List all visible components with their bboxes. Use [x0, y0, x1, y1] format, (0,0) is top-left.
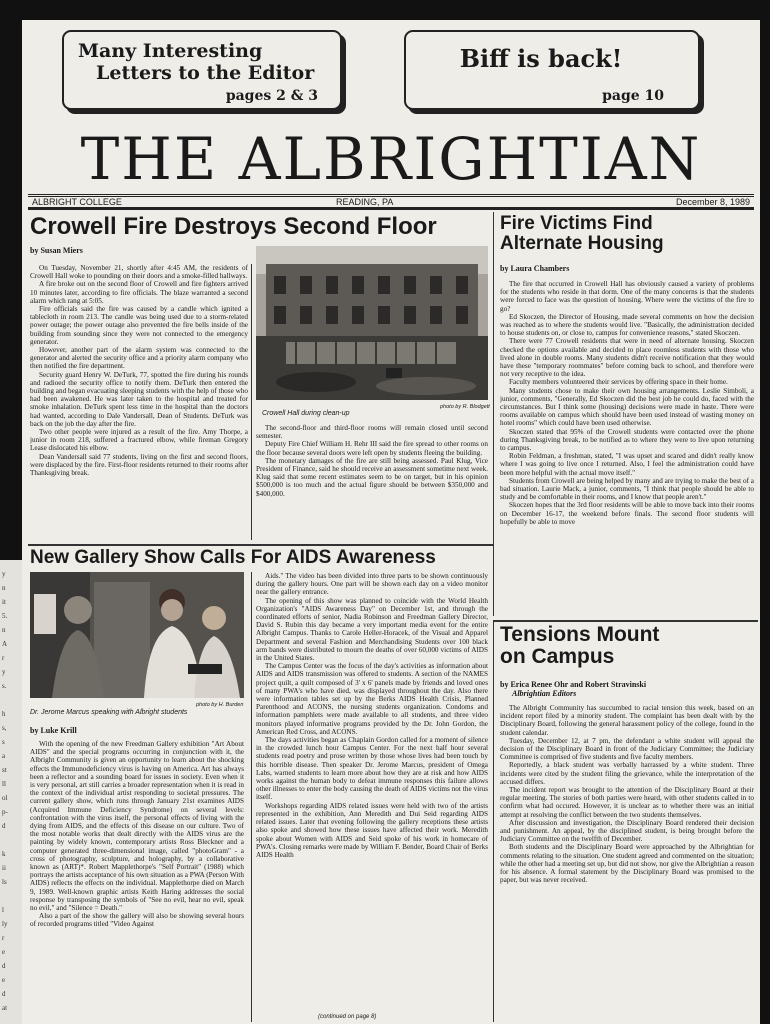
- bleed-fragment: 5.: [2, 612, 8, 620]
- bleed-fragment: it: [2, 598, 6, 606]
- paragraph: Students from Crowell are being helped by many and are trying to make the best of a bad situation. Laurie Mack, a junior, comments, "I think that people should be able to study and be comfortable in their rooms, and I know that people aren't.": [500, 476, 754, 502]
- paragraph: The monetary damages of the fire are still being assessed. Paul Klug, Vice President of Finance, said he should receive an assessment sometime next week. Klug said that some recent estimates seem to be on target, but in his opinion $500,000 is too much and the actual figure should be between $350,000 and $400,000.: [256, 456, 488, 498]
- paragraph: The fire that occurred in Crowell Hall has obviously caused a variety of problems for the students who reside in that dorm. One of the many concerns is that the students were forced to face was the question of housing. Where were the victims of the fire to go?: [500, 280, 754, 313]
- paragraph: Ed Skoczen, the Director of Housing, made several comments on how the decision was reached as to where the students would live. "Basically, the administration decided to house students on, or close to, campus for convenience reasons," stated Skoczen.: [500, 312, 754, 338]
- bleed-fragment: r: [2, 654, 5, 662]
- bleed-fragment: e: [2, 976, 6, 984]
- teaser-biff[interactable]: [404, 30, 700, 110]
- bleed-fragment: n: [2, 626, 6, 634]
- paragraph: Two other people were injured as a result of the fire. Amy Thorpe, a junior in room 218, suffered a fractured elbow, while fireman Gregory Lease dislocated his elbow.: [30, 428, 248, 453]
- newspaper-page: [22, 20, 760, 1024]
- paragraph: Also a part of the show the gallery will also be showing several hours of recorded programs titled "Video Against: [30, 912, 244, 929]
- tensions-headline-line2: on Campus: [500, 645, 615, 669]
- paragraph: However, another part of the alarm system was connected to the generator and alerted the security office and a priority alarm company who then notified the fire department.: [30, 346, 248, 371]
- paragraph: After discussion and investigation, the Disciplinary Board rendered their decision and punishment. An appeal, by the disciplined student, is being brought before the Judiciary Committee on the twelfth of December.: [500, 818, 754, 844]
- dateline: [28, 196, 754, 210]
- dateline-date: December 8, 1989: [675, 197, 750, 207]
- paragraph: The days activities began as Chaplain Gordon called for a moment of silence in the crowded lunch hour Campus Center. For the next half hour several students read poetry and prose written by those whose lives had been touch by this horrible disease. Then speaker Dr. Jerome Marcus, president of Omega Labs, warned students to learn more about how they are at risk and how AIDS works against the human body to defeat immune responses this failure allows other illnesses to enter the body causing the death of AIDS victims not the virus itself.: [256, 736, 488, 802]
- bleed-fragment: r: [2, 934, 5, 942]
- teaser-biff-page: page 10: [602, 88, 664, 104]
- bleed-fragment: ii: [2, 864, 6, 872]
- bleed-fragment: y: [2, 570, 6, 578]
- bleed-fragment: ls: [2, 878, 7, 886]
- bleed-fragment: h: [2, 710, 6, 718]
- bleed-fragment: n: [2, 584, 6, 592]
- bleed-fragment: p-: [2, 808, 8, 816]
- paragraph: A fire broke out on the second floor of Crowell and fire fighters arrived 10 minutes later, according to fire officials. The blaze warranted a second alarm which rang at 5:05.: [30, 280, 248, 305]
- fire-headline[interactable]: Crowell Fire Destroys Second Floor: [30, 213, 437, 240]
- paragraph: Many students chose to make their own housing arrangements. Leslie Simboli, a junior, comments, "Generally, Ed Skoczen did the best job he could do, faced with the circumstances. But I think some (housing) decisions were made in haste. There were rooms available on campus which should have been used instead of wasting money on hotel rooms" which could have been used otherwise.: [500, 386, 754, 428]
- bleed-fragment: d: [2, 962, 6, 970]
- fire-photo-credit: photo by R. Blodgett: [440, 404, 490, 410]
- victims-column: [500, 280, 754, 618]
- gallery-image: [30, 572, 244, 698]
- victims-headline-line1: Fire Victims Find: [500, 213, 653, 234]
- fire-column-1: [30, 264, 248, 540]
- gallery-photo-credit: photo by H. Burden: [196, 702, 244, 708]
- section-rule: [494, 620, 758, 622]
- victims-byline: by Laura Chambers: [500, 264, 570, 273]
- teaser-letters-line2: Letters to the Editor: [96, 62, 315, 84]
- gallery-byline: by Luke Krill: [30, 726, 77, 735]
- bleed-fragment: d: [2, 822, 6, 830]
- paragraph: On Tuesday, November 21, shortly after 4:45 AM, the residents of Crowell Hall woke to pounding on their doors and a smoke-filled hallways.: [30, 264, 248, 281]
- paragraph: Skoczen stated that 95% of the Crowell students were contacted over the phone during Thanksgiving break, to be notified as to where they were to live upon returning to campus.: [500, 427, 754, 453]
- fire-column-2: [256, 424, 488, 542]
- teaser-letters-page: pages 2 & 3: [225, 88, 318, 104]
- bleed-fragment: y: [2, 668, 6, 676]
- paragraph: Security guard Henry W. DeTurk, 77, spotted the fire during his rounds and radioed the security office to notify them. DeTurk then entered the building and began evacuating sleeping students with the help of those who had been awakened. He was later taken to the hospital and treated for smoke inhalation. DeTurk spent less time in the hospital than the doctors had wanted, according to Dale Vandersall, Dean of Students. DeTurk was back on the job the day after the fire.: [30, 370, 248, 428]
- gallery-column-1: [30, 740, 244, 1022]
- paragraph: Both students and the Disciplinary Board were approached by the Albrightian for comments relating to the situation. One student agreed and commented on the situation; while the other had a meeting set up, but did not show, nor give the Albrightian a reason for his absence. A formal statement by the Disciplinary Board was promised to the paper, but was never received.: [500, 843, 754, 885]
- teaser-letters[interactable]: [62, 30, 342, 110]
- bleed-fragment: s.: [2, 682, 7, 690]
- column-rule: [251, 572, 252, 1022]
- paragraph: Faculty members volunteered their services by offering space in their home.: [509, 378, 728, 387]
- teaser-letters-line1: Many Interesting: [78, 40, 263, 62]
- victims-headline[interactable]: [500, 214, 756, 254]
- paragraph: With the opening of the new Freedman Gallery exhibition "Art About AIDS" and the special programs occurring in conjunction with it, the Albright Community is given an opportunity to learn about the shocking effects the Immunodeficiency virus is having on America. Art has always been a reflector and a sounding board for issues in society. Even when it is very personal, art still carries a broader representation when it is read in the context of the individual artist responding to societal pressures. The current gallery show, which runs through January 21st examines AIDS (Acquired Immune Deficiency Syndrome) on several levels: confrontation with the virus itself, the personal effects of living with the dying from AIDS, and the effects of this disease on our culture. Two of the most notable works that dealt directly with the AIDS virus are the painting by widely known, contemporary artists Ross Bleckner and a computer generated three-dimensional image, called "photoGram" - a cross of photography, sculpture, and holography, by a collaborative known as (ART)*. Robert Mapplethorpe's "Self Portrait" (1988) which portrays the artists acceptance of his own situation as a PWA (Person With AIDS) reflects the effects on the individual. Mapplethorpe died on March 9, 1989. Well-known graphic artists Keith Haring addresses the social response by transposing the symbols of "See no evil, hear no evil, speak no evil," and "Silence = Death.": [30, 740, 244, 913]
- bleed-fragment: e: [2, 948, 6, 956]
- bleed-fragment: ol: [2, 794, 8, 802]
- fire-photo-caption: Crowell Hall during clean-up: [262, 410, 350, 417]
- column-rule: [493, 620, 494, 1022]
- fire-byline: by Susan Miers: [30, 246, 83, 255]
- paragraph: Workshops regarding AIDS related issues were held with two of the artists represented in the exhibition, Ann Meredith and Dui Seid regarding AIDS related issues. Later that evening following the gallery receptions these artists also spoke and showed how these issues have affected their work. Meredith spoke about Women with AIDS and Seid spoke of his work in homecare of PWA's. Closing remarks were made by William F. Bender, Board Chair of Berks AIDS Health: [256, 801, 488, 859]
- column-rule: [251, 264, 252, 540]
- gallery-photo-caption: Dr. Jerome Marcus speaking with Albright students: [30, 709, 188, 716]
- crowell-hall-photo[interactable]: [256, 246, 488, 400]
- paragraph: The second-floor and third-floor rooms will remain closed until second semester.: [256, 424, 488, 441]
- gallery-column-2: [256, 572, 488, 1012]
- tensions-author-title: Albrightian Editors: [512, 689, 577, 698]
- paragraph: The Albright Community has succumbed to racial tension this week, based on an incident report filed by a minority student. The complaint has been dealt with by the Disciplinary Board, following the general harassment policy of the college, found in the student calendar.: [500, 704, 754, 737]
- bleed-fragment: s: [2, 738, 5, 746]
- paragraph: Reportedly, a black student was verbally harrassed by a white student. Three incidents were cited by the student filing the grievance, while the interpretation of the accused differs.: [500, 761, 754, 786]
- paragraph: There were 77 Crowell residents that were in need of alternate housing. Skoczen checked the options available and decided to place roomless students with those who lived alone in double rooms. Many students didn't receive notification that they would have these "temporary roommates" before coming back to school, and therefore were not very receptive to the idea.: [500, 337, 754, 379]
- gallery-continued[interactable]: (continued on page 8): [318, 1014, 377, 1020]
- paragraph: Aids." The video has been divided into three parts to be shown continuously during the gallery hours. One part will be shown each day on a video monitor near the gallery entrance.: [256, 572, 488, 597]
- teaser-biff-title: Biff is back!: [459, 44, 623, 73]
- tensions-byline: [500, 680, 646, 698]
- tensions-column: [500, 704, 754, 1022]
- tensions-headline-line1: Tensions Mount: [500, 623, 660, 646]
- bleed-fragment: l: [2, 906, 4, 914]
- paragraph: Tuesday, December 12, at 7 pm, the defendant a white student will appeal the decision of the Disciplinary Board in front of the Judiciary Committee; the Judiciary Committee is comprised of five students and five faculty members.: [500, 736, 754, 762]
- tensions-headline[interactable]: [500, 624, 756, 668]
- bleed-fragment: ly: [2, 920, 8, 928]
- bleed-fragment: A: [2, 640, 8, 648]
- bleed-fragment: st: [2, 766, 7, 774]
- tensions-authors: by Erica Renee Ohr and Robert Stravinski: [500, 680, 647, 689]
- bleed-fragment: d: [2, 990, 6, 998]
- paragraph: Fire officials said the fire was caused by a candle which ignited a tablecloth in room 213. The candle was being used due to a storm-related power outage; the power outage also prevented the fire bells inside of the building from sounding since they were not connected to the emergency generator.: [30, 305, 248, 346]
- bleed-fragment: at: [2, 1004, 8, 1012]
- column-rule: [493, 212, 494, 616]
- dateline-college: ALBRIGHT COLLEGE: [32, 197, 122, 207]
- paragraph: Deputy Fire Chief William H. Rehr III said the fire spread to other rooms on the floor because several doors were left open by students fleeing the building.: [256, 440, 488, 457]
- masthead-title: THE ALBRIGHTIAN: [80, 125, 702, 193]
- paragraph: Robin Feldman, a freshman, stated, "I was upset and scared and didn't really know where I was going to live once I returned. Also, I feel the administration could have been more helpful with the actual move itself.": [500, 452, 754, 477]
- paragraph: The opening of this show was planned to coincide with the World Health Organization's "AIDS Awareness Day" on December 1st, and through the coordinated efforts of senior, Nadia Robinson and Freedman Gallery Director, David S. Rubin this day became a very important media event for the entire Albright Campus. Thanks to Carole Heller-Horacek, of the Visual and Apparel Department and several Fashion and Merchandising Students over 100 black arm bands were distributed to mourn the deaths of over 60,000 victims of AIDS in the United States.: [256, 596, 488, 663]
- dateline-city: READING, PA: [336, 197, 394, 207]
- bleed-fragment: a: [2, 752, 6, 760]
- crowell-hall-image: [256, 246, 488, 400]
- victims-headline-line2: Alternate Housing: [500, 232, 664, 254]
- adjacent-page-edge: [0, 560, 22, 1024]
- bleed-fragment: s,: [2, 724, 7, 732]
- paragraph: Skoczen hopes that the 3rd floor residents will be able to move back into their rooms on December 16-17, the weekend before finals. The second floor students will hopefully be able to move: [500, 501, 754, 526]
- bleed-fragment: k: [2, 850, 6, 858]
- bleed-fragment: ll: [2, 780, 6, 788]
- paragraph: The incident report was brought to the attention of the Disciplinary Board at their regular meeting. The stories of both parties were heard, with other students called in to confirm what had occured. However, it is unclear as to whether there was an initial attempt at resolving the conflict between the two students themselves.: [500, 786, 754, 819]
- gallery-headline[interactable]: New Gallery Show Calls For AIDS Awareness: [30, 547, 436, 568]
- section-rule: [28, 544, 494, 546]
- gallery-photo[interactable]: [30, 572, 244, 698]
- paragraph: The Campus Center was the focus of the day's activities as information about AIDS and AIDS transmission was offered to students. A section of the NAMES project quilt, a quilt composed of 3' x 6' panels made by friends and loved ones of many PWA's who have died, was displayed throughout the day. Also there were information tables set up by the Berks AIDS Health Crisis, Planned Parenthood and ACONS, the nursing students organization. Condoms and information pamphlets were made available to all students, and three video monitors played informative programs provided by the Dr. John Gordon, the American Red Cross, and ACONS.: [256, 662, 488, 736]
- paragraph: Dean Vandersall said 77 students, living on the first and second floors, were displaced by the fire. First-floor residents returned to their rooms after Thanksgiving break.: [30, 452, 248, 478]
